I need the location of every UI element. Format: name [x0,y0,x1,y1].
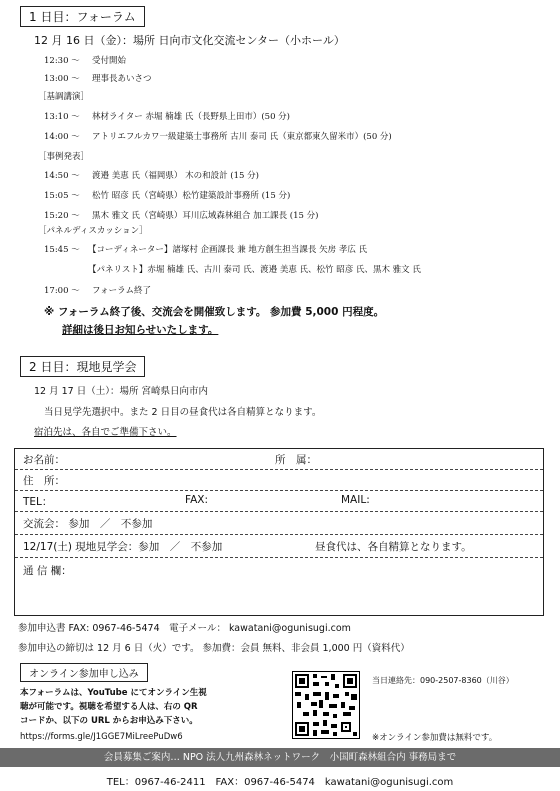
panel-time: 15:45 ～ [44,245,80,255]
schedule-a: 12:30 ～ 受付開始 13:00 ～ 理事長あいさつ [44,56,152,84]
contact-number: 当日連絡先：090-2507-8360（川谷） [372,676,514,685]
schedule-c: 14:50 ～ 渡邉 美恵 氏（福岡県） 木の和設計 (15 分) 15:05 ～ 松竹 昭彦 氏（宮崎県）松竹建築設計事務所 (15 分) 15:20 ～ 黒木 雅文 氏（宮崎県）耳川広域森林組合 加工課長 (15 分) [44,171,319,221]
day1-title: 1 日目：フォーラム [20,6,145,27]
address-label: 住 所： [23,475,65,487]
day2-line1: 当日見学先選択中。また 2 日目の昼食代は各自精算となります。 [44,407,322,418]
note-party: ※ フォーラム終了後、交流会を開催致します。 参加費 5,000 円程度。 [44,306,385,318]
section-cases: ［事例発表］ [38,152,90,162]
note-details: 詳細は後日お知らせいたします。 [62,324,219,336]
online-body2: 聴が可能です。視聴を希望する人は、右の QR [20,702,198,712]
form-row-tour[interactable] [15,535,543,558]
qr-code-icon[interactable] [292,671,360,739]
application-line1: 参加申込書 FAX: 0967-46-5474 電子メール： kawatani@ogunisugi.com [18,623,351,634]
section-panel: ［パネルディスカッション］ [38,226,148,236]
application-line2: 参加申込の締切は 12 月 6 日（火）です。 参加費：会員 無料、非会員 1,000 円（資料代） [18,643,410,654]
affiliation-label: 所 属： [275,454,317,466]
panelists: 【パネリスト】赤堀 楠雄 氏、古川 泰司 氏、渡邉 美恵 氏、松竹 昭彦 氏、黒木 雅文 氏 [88,265,421,275]
schedule-b: 13:10 ～ 林材ライター 赤堀 楠雄 氏（長野県上田市）(50 分) 14:00 ～ アトリエフルカワ一級建築士事務所 古川 泰司 氏（東京都東久留米市）(50 分) [44,112,392,142]
coordinator: 【コーディネーター】諸塚村 企画課長 兼 地方創生担当課長 矢房 孝広 氏 [88,245,368,255]
day2-date-line: 12 月 17 日（土）：場所 宮崎県日向市内 [34,386,209,397]
registration-form [14,448,544,616]
end-time: 17:00 ～ [44,286,80,296]
fax-label: FAX: [185,494,208,506]
form-row-contact [15,491,543,512]
mail-label: MAIL: [341,494,370,506]
name-label: お名前： [23,454,65,466]
end-text: フォーラム終了 [92,286,151,296]
party-option[interactable]: 交流会： 参加 ／ 不参加 [23,518,153,530]
online-url[interactable]: https://forms.gle/J1GGE7MiLreePuDw6 [20,732,183,742]
form-row-party[interactable] [15,512,543,535]
footer-contact: TEL：0967-46-2411 FAX：0967-46-5474 kawatani@ogunisugi.com [106,777,454,788]
tel-label: TEL： [23,496,53,508]
online-body1: 本フォーラムは、YouTube にてオンライン生視 [20,688,207,698]
form-row-name [15,449,543,470]
panel-block [44,243,534,303]
day2-line2: 宿泊先は、各自でご準備下さい。 [34,427,177,438]
online-title: オンライン参加申し込み [20,663,148,682]
day2-title: 2 日目：現地見学会 [20,356,145,377]
section-keynote: ［基調講演］ [38,92,90,102]
online-free-note: ※オンライン参加費は無料です。 [372,733,498,743]
day1-date-line: 12 月 16 日（金）：場所 日向市文化交流センター（小ホール） [34,34,345,47]
online-body3: コードか、以下の URL からお申込み下さい。 [20,716,198,726]
tour-lunch-note: 昼食代は、各自精算となります。 [315,541,472,553]
comm-label: 通 信 欄： [23,565,72,577]
form-row-comm[interactable] [15,559,543,614]
footer-bar: 会員募集ご案内… NPO 法人九州森林ネットワーク 小国町森林組合内 事務局まで [0,748,560,767]
tour-option[interactable]: 12/17(土) 現地見学会：参加 ／ 不参加 [23,541,223,553]
form-row-address [15,470,543,491]
